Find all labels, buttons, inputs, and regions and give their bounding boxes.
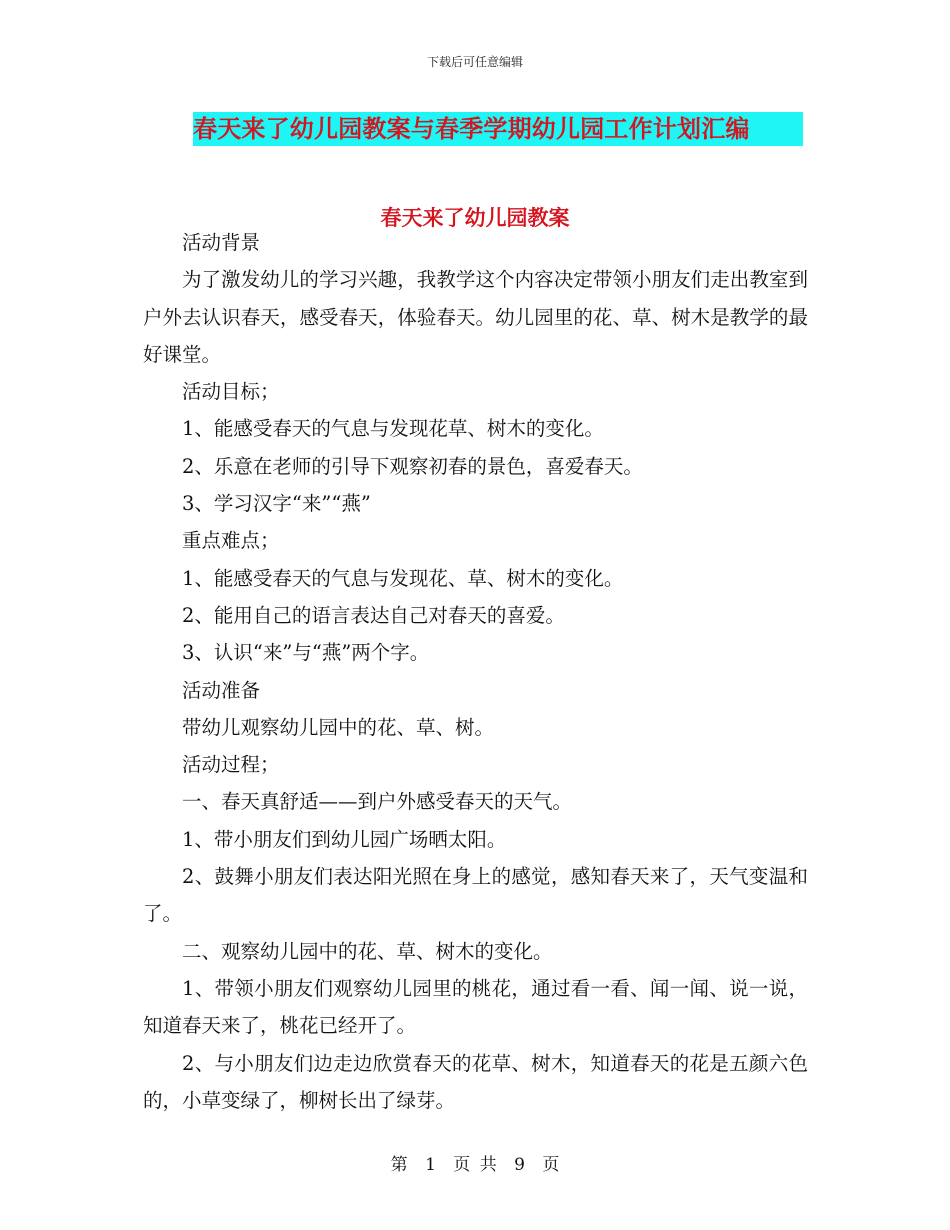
- paragraph: 1、能感受春天的气息与发现花草、树木的变化。: [182, 417, 604, 441]
- paragraph: 1、带领小朋友们观察幼儿园里的桃花，通过看一看、闻一闻、说一说，知道春天来了，桃花已经开了。: [143, 976, 808, 1038]
- footer-middle: 页 共: [453, 1155, 497, 1175]
- paragraph: 带幼儿观察幼儿园中的花、草、树。: [182, 715, 495, 739]
- section-title: 春天来了幼儿园教案: [380, 205, 570, 230]
- paragraph: 重点难点；: [182, 529, 280, 553]
- document-title: 春天来了幼儿园教案与春季学期幼儿园工作计划汇编: [193, 112, 803, 146]
- paragraph: 2、乐意在老师的引导下观察初春的景色，喜爱春天。: [182, 454, 643, 478]
- header-note: 下载后可任意编辑: [426, 55, 523, 69]
- paragraph: 一、春天真舒适——到户外感受春天的天气。: [182, 790, 573, 814]
- paragraph: 活动背景: [182, 231, 261, 254]
- footer-current-page: 1: [425, 1155, 436, 1175]
- page-footer: [0, 1150, 950, 1175]
- paragraph: 2、能用自己的语言表达自己对春天的喜爱。: [182, 603, 565, 627]
- footer-suffix: 页: [542, 1155, 560, 1175]
- paragraph: 3、认识“来”与“燕”两个字。: [182, 641, 430, 665]
- paragraph: 活动目标；: [182, 380, 280, 404]
- paragraph: 3、学习汉字“来”“燕”: [182, 492, 371, 516]
- paragraph: 二、观察幼儿园中的花、草、树木的变化。: [182, 939, 553, 963]
- paragraph: 为了激发幼儿的学习兴趣，我教学这个内容决定带领小朋友们走出教室到户外去认识春天，感受春天，体验春天。幼儿园里的花、草、树木是教学的最好课堂。: [143, 268, 808, 366]
- paragraph: 2、鼓舞小朋友们表达阳光照在身上的感觉，感知春天来了，天气变温和了。: [143, 865, 808, 926]
- footer-total-pages: 9: [514, 1155, 525, 1175]
- paragraph: 1、带小朋友们到幼儿园广场晒太阳。: [182, 827, 507, 851]
- document-body: [143, 224, 808, 1119]
- paragraph: 活动准备: [182, 678, 261, 702]
- paragraph: 活动过程；: [182, 753, 280, 777]
- paragraph: 1、能感受春天的气息与发现花、草、树木的变化。: [182, 566, 624, 590]
- footer-prefix: 第: [390, 1155, 408, 1175]
- paragraph: 2、与小朋友们边走边欣赏春天的花草、树木，知道春天的花是五颜六色的，小草变绿了，柳树长出了绿芽。: [143, 1051, 808, 1112]
